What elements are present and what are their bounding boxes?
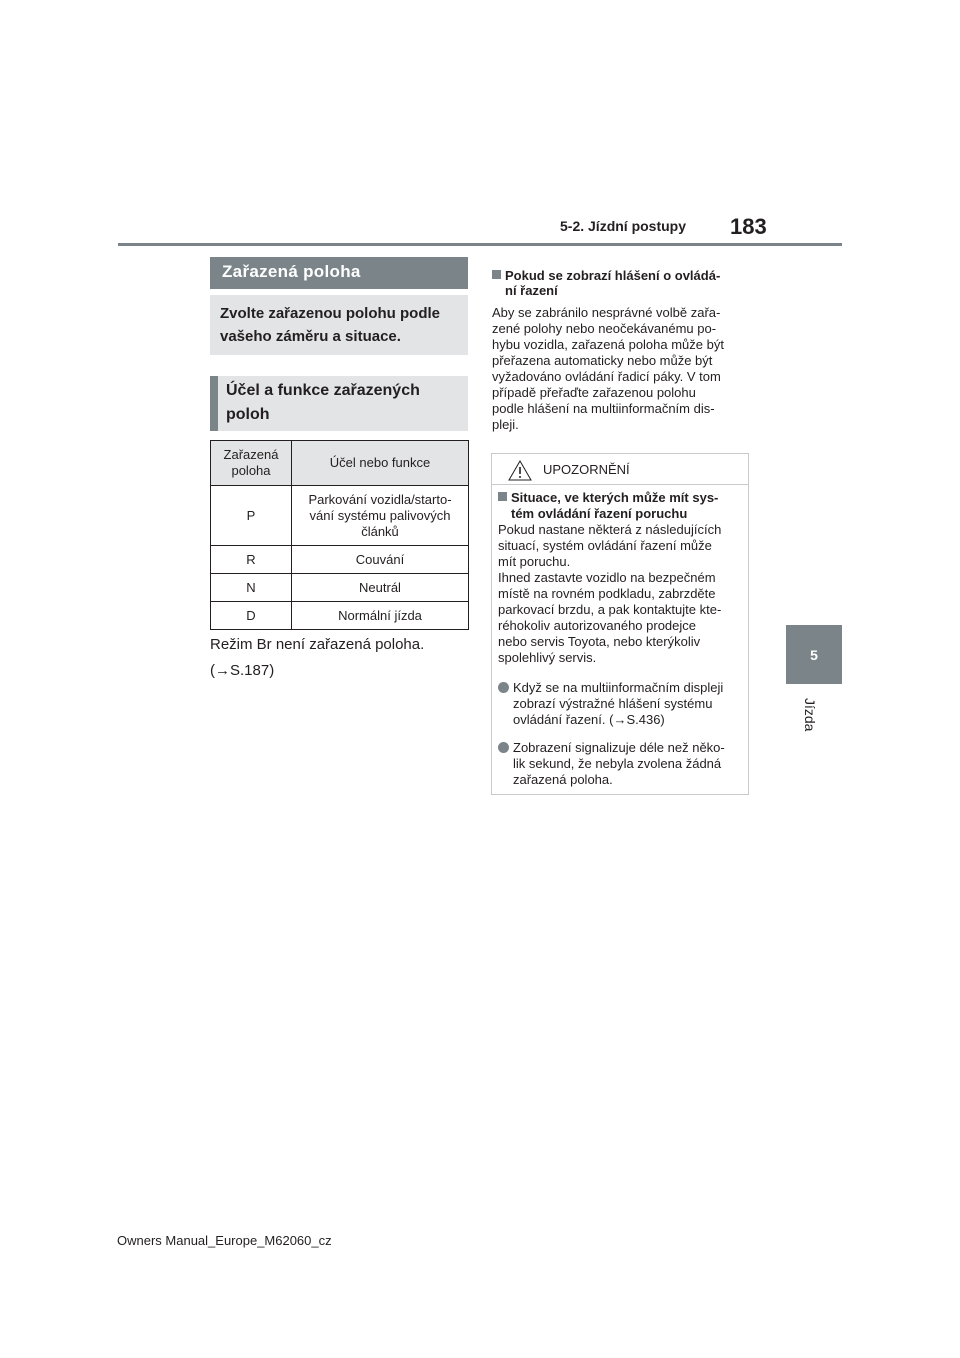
table-header-row	[211, 441, 469, 486]
arrow-icon: →	[613, 712, 627, 727]
list-item: Když se na multiinformačním displeji zobrazí výstražné hlášení systému ovládání řazení. (→S.436)	[498, 680, 746, 728]
warning-subheading: Situace, ve kterých může mít sys- tém ovládání řazení poruchu	[498, 490, 746, 522]
table-header-function: Účel nebo funkce	[292, 441, 469, 486]
subheading-line: poloh	[226, 406, 270, 423]
square-bullet-icon	[498, 492, 507, 501]
table-cell-position: D	[211, 602, 292, 630]
table-row	[211, 574, 469, 602]
intro-line: Zvolte zařazenou polohu podle	[220, 305, 441, 322]
page-reference-link[interactable]: S.436)	[626, 712, 665, 727]
section-heading: Zařazená poloha	[210, 257, 468, 289]
list-item: Zobrazení signalizuje déle než něko- lik sekund, že nebyla zvolena žádná zařazená poloha.	[498, 740, 746, 788]
intro-box	[210, 295, 468, 355]
table-header-position: Zařazená poloha	[211, 441, 292, 486]
chapter-number: 5	[810, 646, 818, 663]
table-cell-position: R	[211, 546, 292, 574]
table-row	[211, 486, 469, 546]
arrow-icon: →	[215, 662, 230, 679]
gear-table	[210, 440, 469, 630]
round-bullet-icon	[498, 742, 509, 753]
info-paragraph: Aby se zabránilo nesprávné volbě zařa- zené polohy nebo neočekávanému po- hybu vozidla, zařazená poloha může být přeřazena automaticky nebo může být vyžadováno ovládání řadicí páky. V tom případě přeřaďte zařazenou polohu podle hlášení na multiinformačním dis- pleji.	[492, 305, 724, 432]
warning-title: UPOZORNĚNÍ	[543, 462, 630, 477]
warning-box	[491, 453, 749, 795]
table-cell-position: P	[211, 486, 292, 546]
table-cell-function: Parkování vozidla/starto- vání systému palivových článků	[292, 486, 469, 546]
table-cell-function: Normální jízda	[292, 602, 469, 630]
square-bullet-icon	[492, 270, 501, 279]
table-row	[211, 546, 469, 574]
table-cell-function: Couvání	[292, 546, 469, 574]
table-row	[211, 602, 469, 630]
intro-line: vašeho záměru a situace.	[220, 328, 401, 345]
note-text: Režim Br není zařazená poloha. (→S.187)	[210, 636, 425, 679]
page-number: 183	[730, 214, 767, 239]
warning-title-bar	[492, 454, 748, 485]
page-reference-link[interactable]: S.187)	[230, 662, 275, 679]
section-label: 5-2. Jízdní postupy	[560, 218, 687, 234]
table-cell-position: N	[211, 574, 292, 602]
subheading	[210, 376, 468, 431]
subheading-line: Účel a funkce zařazených	[226, 382, 420, 399]
round-bullet-icon	[498, 682, 509, 693]
warning-triangle-icon	[508, 460, 532, 481]
chapter-label: Jízda	[802, 698, 818, 732]
chapter-label-container	[786, 688, 842, 738]
chapter-tab[interactable]	[786, 625, 842, 684]
warning-paragraph: Pokud nastane některá z následujících situací, systém ovládání řazení může mít poruchu. Ihned zastavte vozidlo na bezpečném místě na rovném podkladu, zabrzděte parkovací brzdu, a pak kontaktujte kte- réhokoliv autorizovaného prodejce nebo servis Toyota, nebo kterýkoliv spolehlivý servis.	[498, 522, 722, 665]
header-rule	[118, 243, 842, 246]
table-cell-function: Neutrál	[292, 574, 469, 602]
footer-text: Owners Manual_Europe_M62060_cz	[117, 1233, 332, 1248]
info-heading: Pokud se zobrazí hlášení o ovládá- ní řazení	[492, 268, 750, 298]
